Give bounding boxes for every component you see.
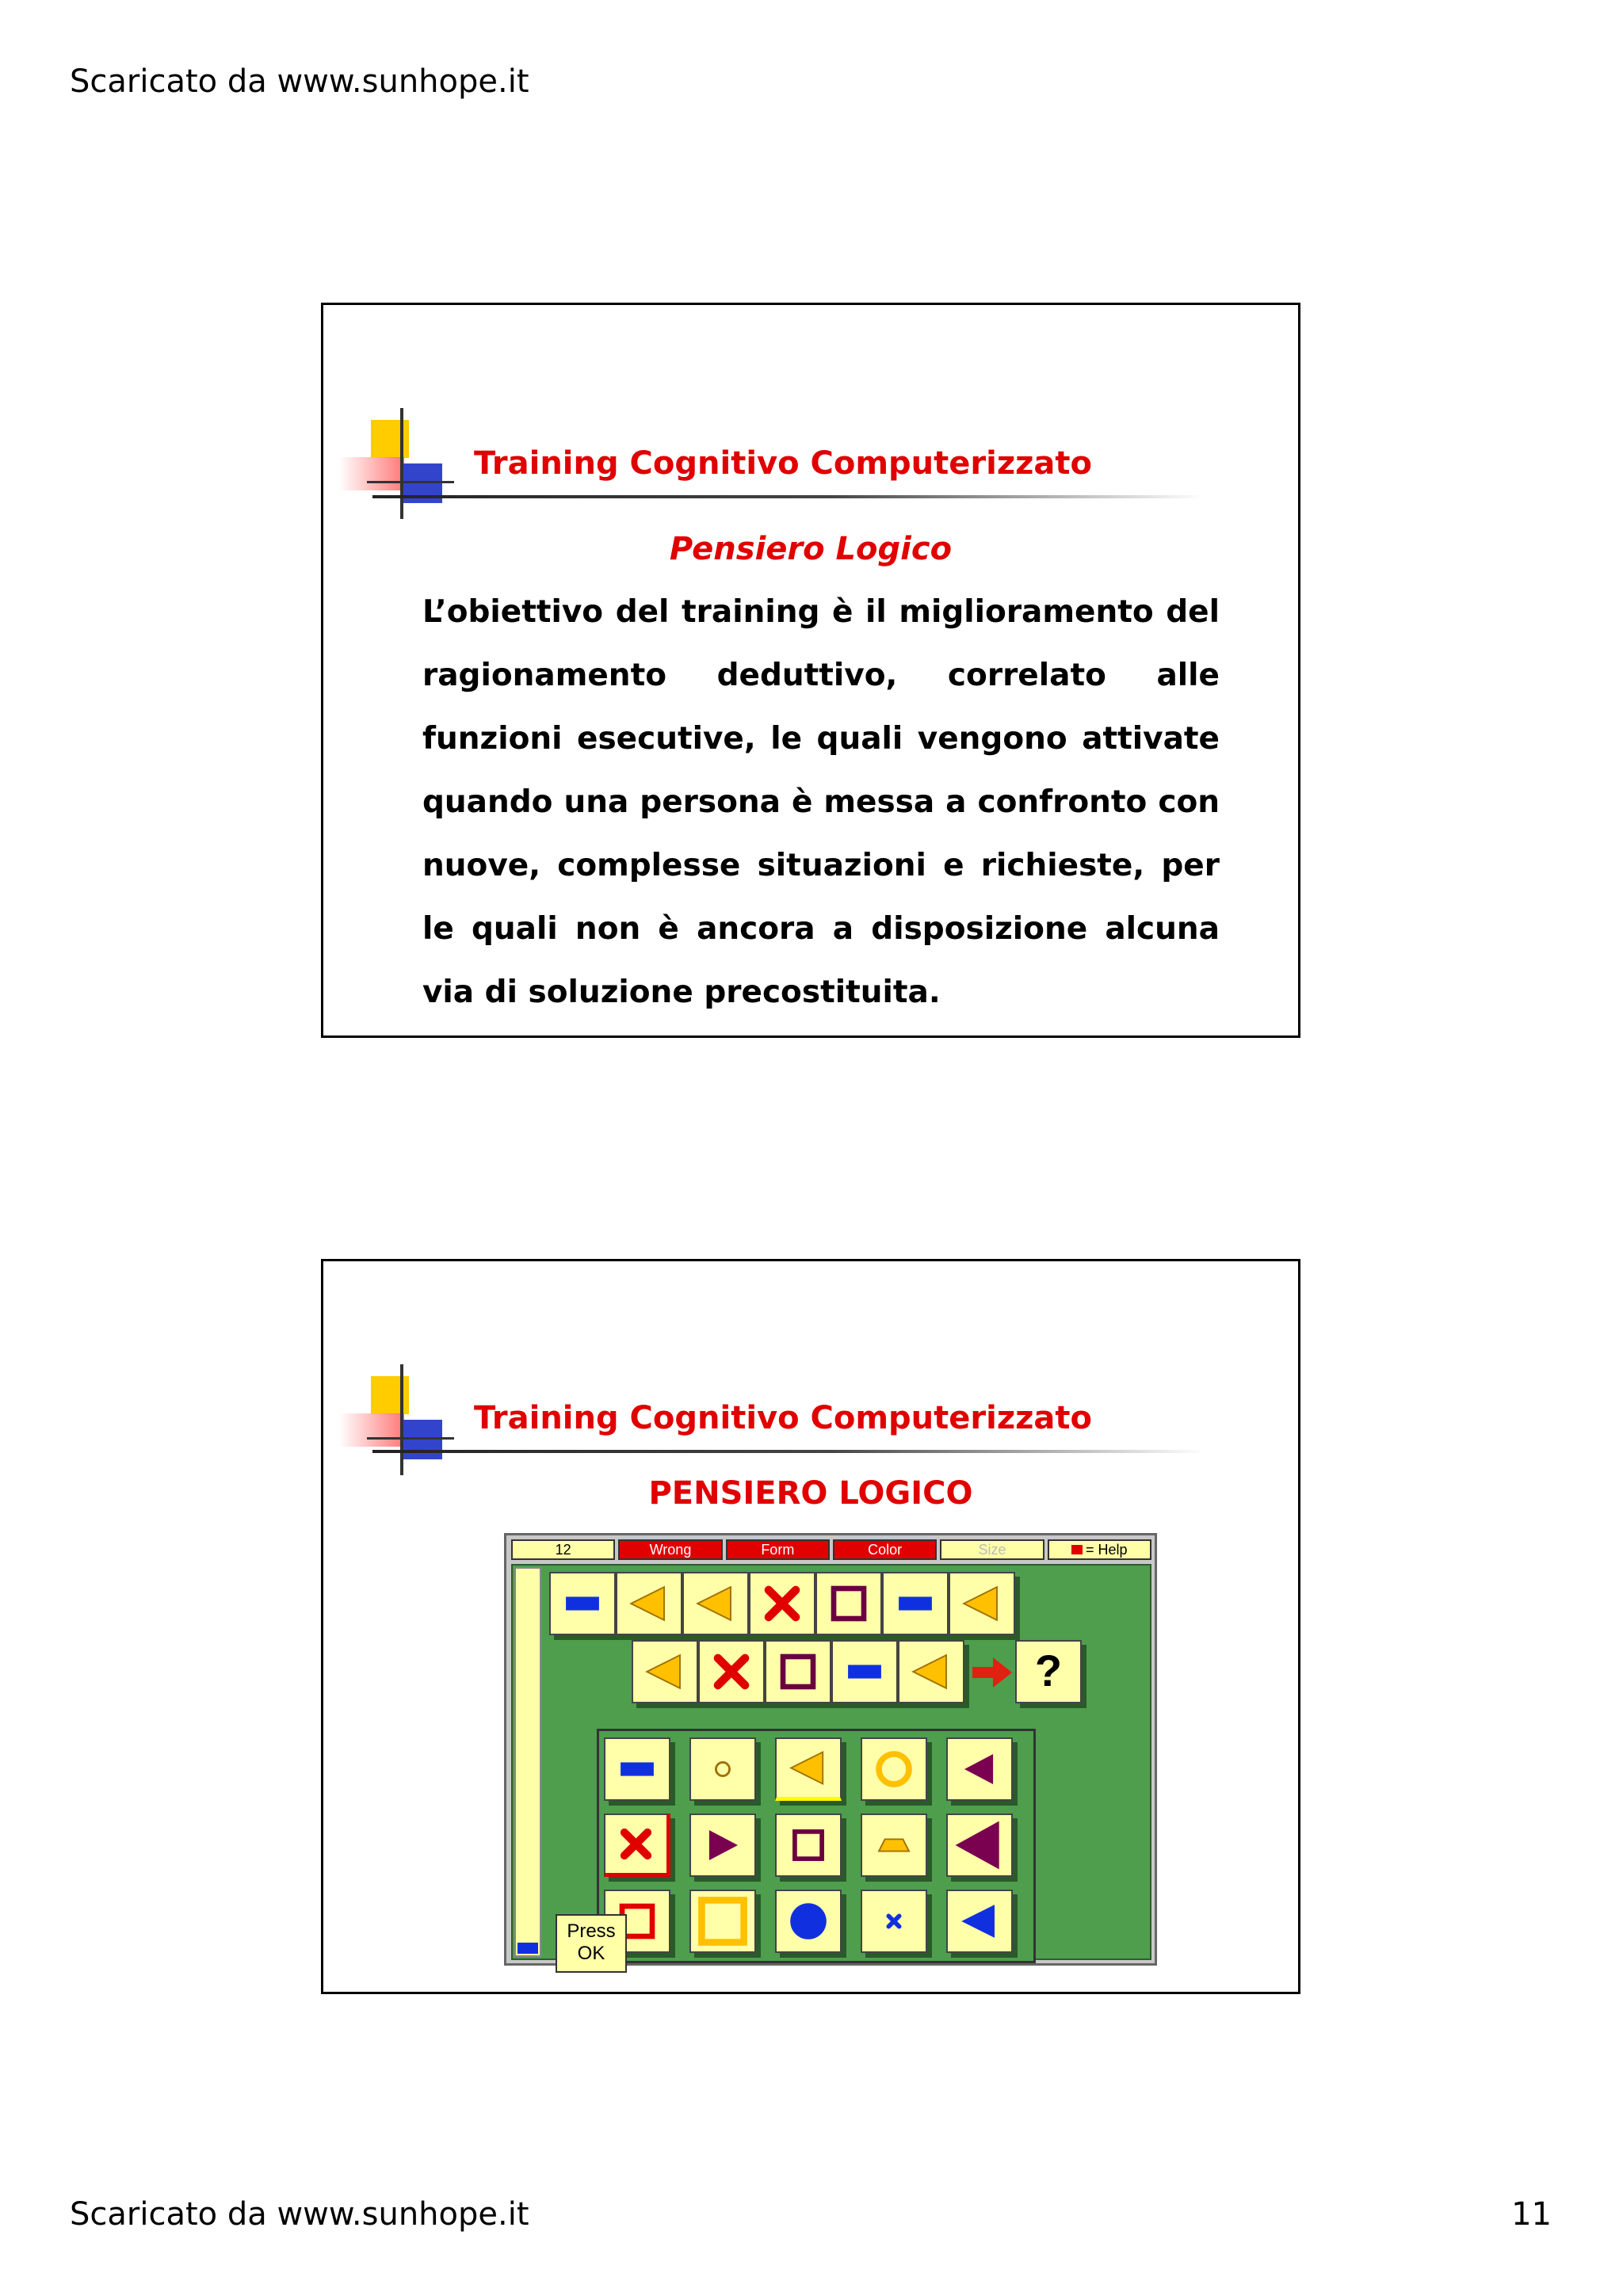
choice-tile[interactable] — [604, 1737, 670, 1801]
sequence-tile — [882, 1572, 949, 1635]
sequence-tile — [749, 1572, 815, 1635]
slide-decoration-icon — [335, 1364, 462, 1475]
sequence-tile — [831, 1640, 898, 1703]
choice-tile[interactable] — [689, 1814, 756, 1877]
choice-tile[interactable] — [861, 1890, 927, 1953]
choice-tile[interactable] — [775, 1737, 842, 1801]
slide-decoration-icon — [335, 408, 462, 519]
answer-slot[interactable] — [1015, 1640, 1082, 1703]
page-header: Scaricato da www.sunhope.it — [70, 63, 529, 100]
title-rule — [372, 495, 1205, 498]
press-ok-button[interactable] — [556, 1914, 627, 1973]
choice-tile[interactable] — [861, 1814, 927, 1877]
choice-tile[interactable] — [775, 1814, 842, 1877]
slide-title: Training Cognitivo Computerizzato — [474, 1400, 1092, 1436]
slide-2 — [321, 1259, 1300, 1994]
choice-tile[interactable] — [689, 1890, 756, 1953]
level-counter: 12 — [511, 1539, 615, 1560]
choice-tile[interactable] — [861, 1737, 927, 1801]
game-status-bar — [511, 1539, 1151, 1560]
page-number: 11 — [1511, 2196, 1552, 2233]
slide-subtitle: PENSIERO LOGICO — [648, 1475, 973, 1512]
choice-tile[interactable] — [946, 1890, 1013, 1953]
sequence-tile — [949, 1572, 1015, 1635]
slide-title: Training Cognitivo Computerizzato — [474, 445, 1092, 482]
color-indicator: Color — [833, 1539, 937, 1560]
press-ok-label: Press — [567, 1920, 616, 1942]
wrong-indicator: Wrong — [618, 1539, 722, 1560]
game-field — [511, 1564, 1151, 1964]
sequence-tile — [815, 1572, 882, 1635]
choice-tile[interactable] — [775, 1890, 842, 1953]
arrow-right-icon — [972, 1657, 1012, 1688]
sequence-tile — [549, 1572, 616, 1635]
sequence-tile — [765, 1640, 831, 1703]
size-indicator: Size — [940, 1539, 1044, 1560]
help-button[interactable]: = Help — [1048, 1539, 1151, 1560]
help-icon — [1071, 1545, 1083, 1554]
choice-tile[interactable] — [946, 1814, 1013, 1877]
progress-fill — [517, 1943, 538, 1954]
choice-tile[interactable] — [946, 1737, 1013, 1801]
choice-tile[interactable] — [689, 1737, 756, 1801]
sequence-tile — [682, 1572, 749, 1635]
choice-board — [597, 1729, 1036, 1963]
slide-body-text: L’obiettivo del training è il miglioramento del ragionamento deduttivo, correlato alle funzioni esecutive, le quali vengono attivate quando una persona è messa a confronto con nuove, complesse situazioni e richieste, per le quali non è ancora a disposizione alcuna via di soluzione precostituita. — [422, 594, 1220, 1010]
press-ok-label: OK — [577, 1943, 605, 1964]
title-rule — [372, 1450, 1205, 1453]
choice-tile[interactable] — [604, 1814, 670, 1877]
sequence-tile — [698, 1640, 765, 1703]
page-footer: Scaricato da www.sunhope.it — [70, 2196, 529, 2233]
form-indicator: Form — [726, 1539, 830, 1560]
slide-1 — [321, 303, 1300, 1038]
sequence-tile — [632, 1640, 698, 1703]
sequence-tile — [616, 1572, 682, 1635]
logic-game-screenshot — [504, 1533, 1157, 1966]
question-mark: ? — [1034, 1646, 1063, 1695]
slide-subtitle: Pensiero Logico — [669, 531, 953, 567]
progress-sidebar — [514, 1567, 541, 1957]
sequence-tile — [898, 1640, 964, 1703]
